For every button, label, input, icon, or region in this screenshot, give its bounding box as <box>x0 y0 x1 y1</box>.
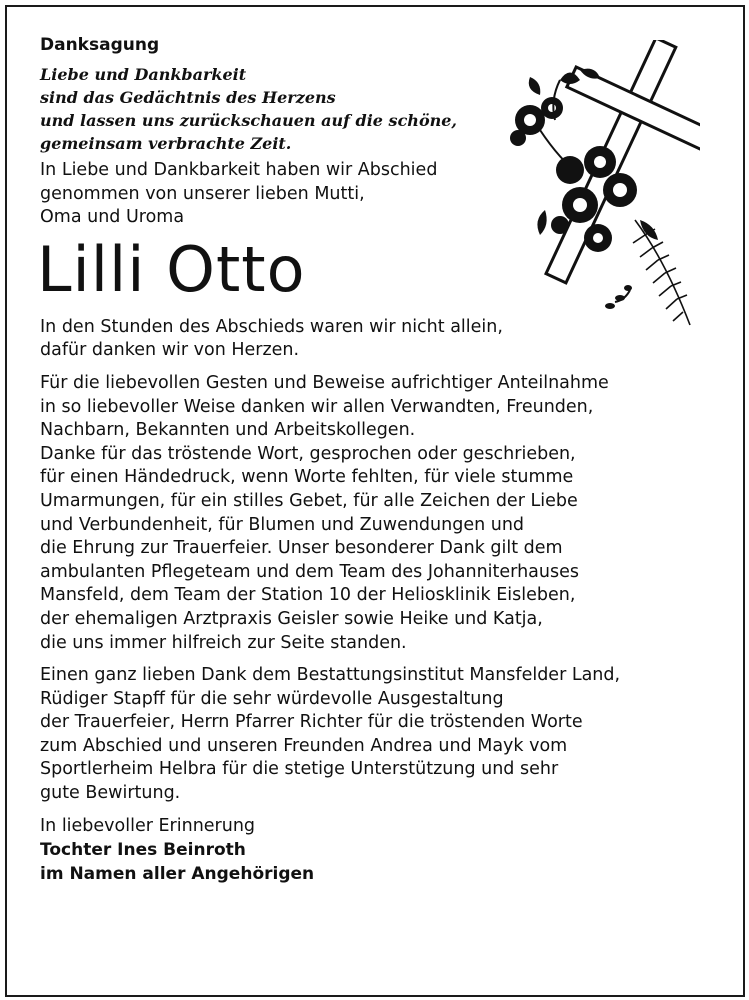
signature-line: im Namen aller Angehörigen <box>40 864 315 885</box>
poem-line: sind das Gedächtnis des Herzens <box>40 88 336 107</box>
signature <box>40 838 690 886</box>
deceased-name: Lilli Otto <box>37 232 306 306</box>
poem-line: und lassen uns zurückschauen auf die schöne, <box>40 111 457 130</box>
poem-line: gemeinsam verbrachte Zeit. <box>40 134 292 153</box>
poem <box>40 63 690 155</box>
intro-paragraph <box>40 159 690 230</box>
text-line: der ehemaligen Arztpraxis Geisler sowie Heike und Katja, <box>40 608 543 629</box>
text-line: dafür danken wir von Herzen. <box>40 340 300 361</box>
paragraph-thanks <box>40 372 690 655</box>
text-line: zum Abschied und unseren Freunden Andrea und Mayk vom <box>40 735 568 756</box>
text-line: ambulanten Pflegeteam und dem Team des Johanniterhauses <box>40 561 579 582</box>
text-line: Einen ganz lieben Dank dem Bestattungsinstitut Mansfelder Land, <box>40 665 621 686</box>
text-line: der Trauerfeier, Herrn Pfarrer Richter für die tröstenden Worte <box>40 712 583 733</box>
text-line: gute Bewirtung. <box>40 783 181 804</box>
text-line: Umarmungen, für ein stilles Gebet, für alle Zeichen der Liebe <box>40 490 578 511</box>
text-line: Sportlerheim Helbra für die stetige Unterstützung und sehr <box>40 759 559 780</box>
text-line: die uns immer hilfreich zur Seite standen. <box>40 632 407 653</box>
text-line: Rüdiger Stapff für die sehr würdevolle Ausgestaltung <box>40 688 504 709</box>
text-line: Nachbarn, Bekannten und Arbeitskollegen. <box>40 420 416 441</box>
paragraph-abschied <box>40 316 690 363</box>
text-line: In den Stunden des Abschieds waren wir nicht allein, <box>40 316 503 337</box>
closing-line: In liebevoller Erinnerung <box>40 815 256 836</box>
text-line: für einen Händedruck, wenn Worte fehlten, für viele stumme <box>40 467 574 488</box>
poem-line: Liebe und Dankbarkeit <box>40 65 247 84</box>
text-line: und Verbundenheit, für Blumen und Zuwendungen und <box>40 514 525 535</box>
signature-line: Tochter Ines Beinroth <box>40 840 246 861</box>
text-line: die Ehrung zur Trauerfeier. Unser besonderer Dank gilt dem <box>40 538 563 559</box>
heading: Danksagung <box>40 35 160 55</box>
text-line: Für die liebevollen Gesten und Beweise aufrichtiger Anteilnahme <box>40 372 609 393</box>
text-line: Oma und Uroma <box>40 207 185 228</box>
notice-content <box>37 33 690 886</box>
text-line: Danke für das tröstende Wort, gesprochen oder geschrieben, <box>40 443 576 464</box>
text-line: Mansfeld, dem Team der Station 10 der Heliosklinik Eisleben, <box>40 585 576 606</box>
text-line: in so liebevoller Weise danken wir allen Verwandten, Freunden, <box>40 396 594 417</box>
paragraph-funeral-thanks <box>40 664 690 806</box>
text-line: In Liebe und Dankbarkeit haben wir Abschied <box>40 160 438 180</box>
text-line: genommen von unserer lieben Mutti, <box>40 183 365 204</box>
